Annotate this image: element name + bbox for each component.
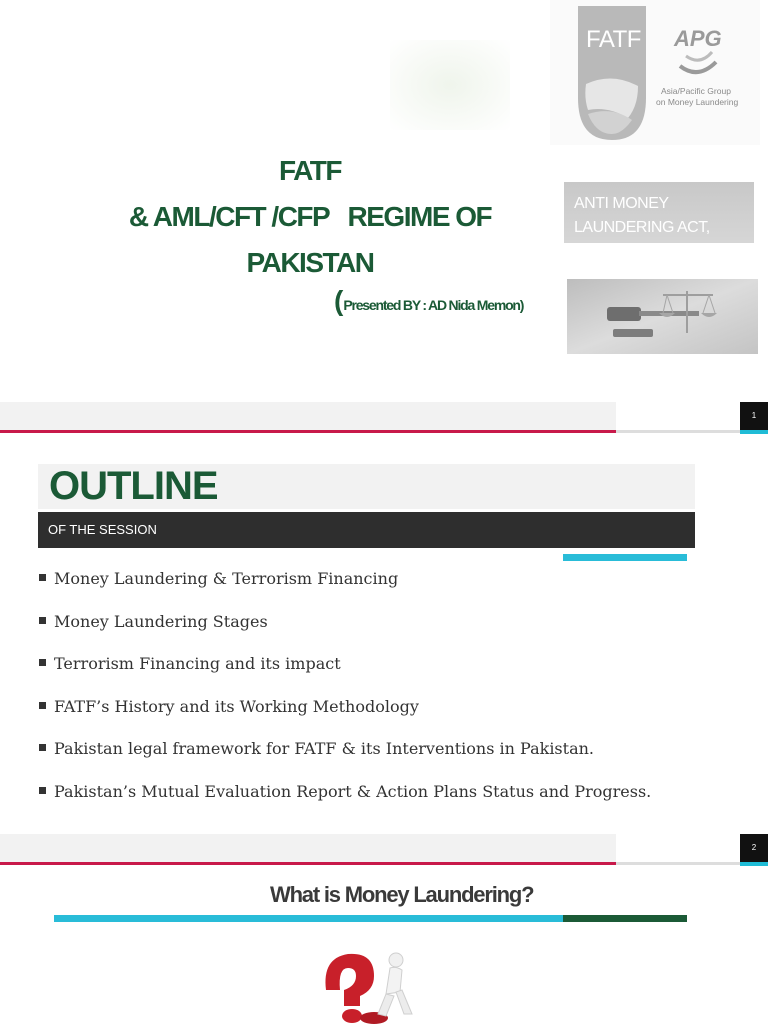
fatf-logo-text: FATF: [586, 26, 641, 53]
gavel-and-scales-image: [567, 279, 758, 354]
list-item-text: Money Laundering & Terrorism Financing: [54, 569, 399, 588]
presenter-paren: (: [334, 285, 344, 316]
list-item: [38, 652, 738, 695]
square-bullet-icon: [39, 744, 46, 751]
session-subheading-bar: [38, 512, 695, 548]
square-bullet-icon: [39, 787, 46, 794]
list-item: [38, 610, 738, 653]
aml-banner-line2: LAUNDERING ACT, 2010: [574, 219, 710, 260]
slide2-footer-accent-line: [0, 862, 616, 865]
title-line-3: PAKISTAN: [246, 247, 374, 278]
list-item: [38, 695, 738, 738]
slide1-footer-accent-line: [0, 430, 616, 433]
logos-panel: [550, 0, 760, 145]
list-item-text: Terrorism Financing and its impact: [54, 654, 341, 674]
decorative-glow: [390, 40, 510, 130]
apg-caption-line1: Asia/Pacific Group: [661, 86, 731, 96]
list-item-text: Pakistan’s Mutual Evaluation Report & Action Plans Status and Progress.: [54, 781, 652, 801]
list-item: [38, 780, 738, 823]
slide-money-laundering: [0, 866, 768, 1024]
slide2-footer-bar: [0, 834, 616, 862]
list-item: [38, 737, 738, 780]
heading-accent-line-green: [563, 915, 687, 922]
square-bullet-icon: [39, 574, 46, 581]
square-bullet-icon: [39, 702, 46, 709]
aml-banner-line1: ANTI MONEY: [574, 195, 669, 212]
title-line-1: FATF: [279, 155, 341, 186]
square-bullet-icon: [39, 659, 46, 666]
list-item-text: Money Laundering Stages: [54, 611, 268, 631]
apg-logo-text: APG: [674, 26, 722, 51]
slide1-footer-bar: [0, 402, 616, 430]
outline-heading: OUTLINE: [49, 464, 218, 508]
slide2-page-number: 2: [740, 834, 768, 862]
outline-accent-line: [563, 554, 687, 561]
square-bullet-icon: [39, 617, 46, 624]
outline-bullet-list: [38, 567, 738, 823]
presenter-credit: [334, 285, 523, 317]
outline-heading-box: [38, 464, 695, 509]
slide-outline: [0, 434, 768, 834]
list-item: [38, 567, 738, 610]
title-line-2: & AML/CFT /CFP REGIME OF: [128, 201, 492, 232]
slide1-page-number: 1: [740, 402, 768, 430]
question-mark-figure-icon: [316, 944, 416, 1024]
slide-title: [0, 0, 768, 402]
presenter-name: Presented BY : AD Nida Memon): [343, 297, 524, 313]
apg-caption-line2: on Money Laundering: [656, 97, 739, 107]
slide-title-heading: [60, 148, 560, 286]
list-item-text: Pakistan legal framework for FATF & its Interventions in Pakistan.: [54, 739, 594, 759]
list-item-text: FATF’s History and its Working Methodology: [54, 696, 419, 716]
session-subheading: OF THE SESSION: [48, 522, 157, 537]
heading-accent-line-cyan: [54, 915, 563, 922]
aml-act-banner: [564, 182, 754, 260]
money-laundering-heading: What is Money Laundering?: [270, 882, 534, 907]
